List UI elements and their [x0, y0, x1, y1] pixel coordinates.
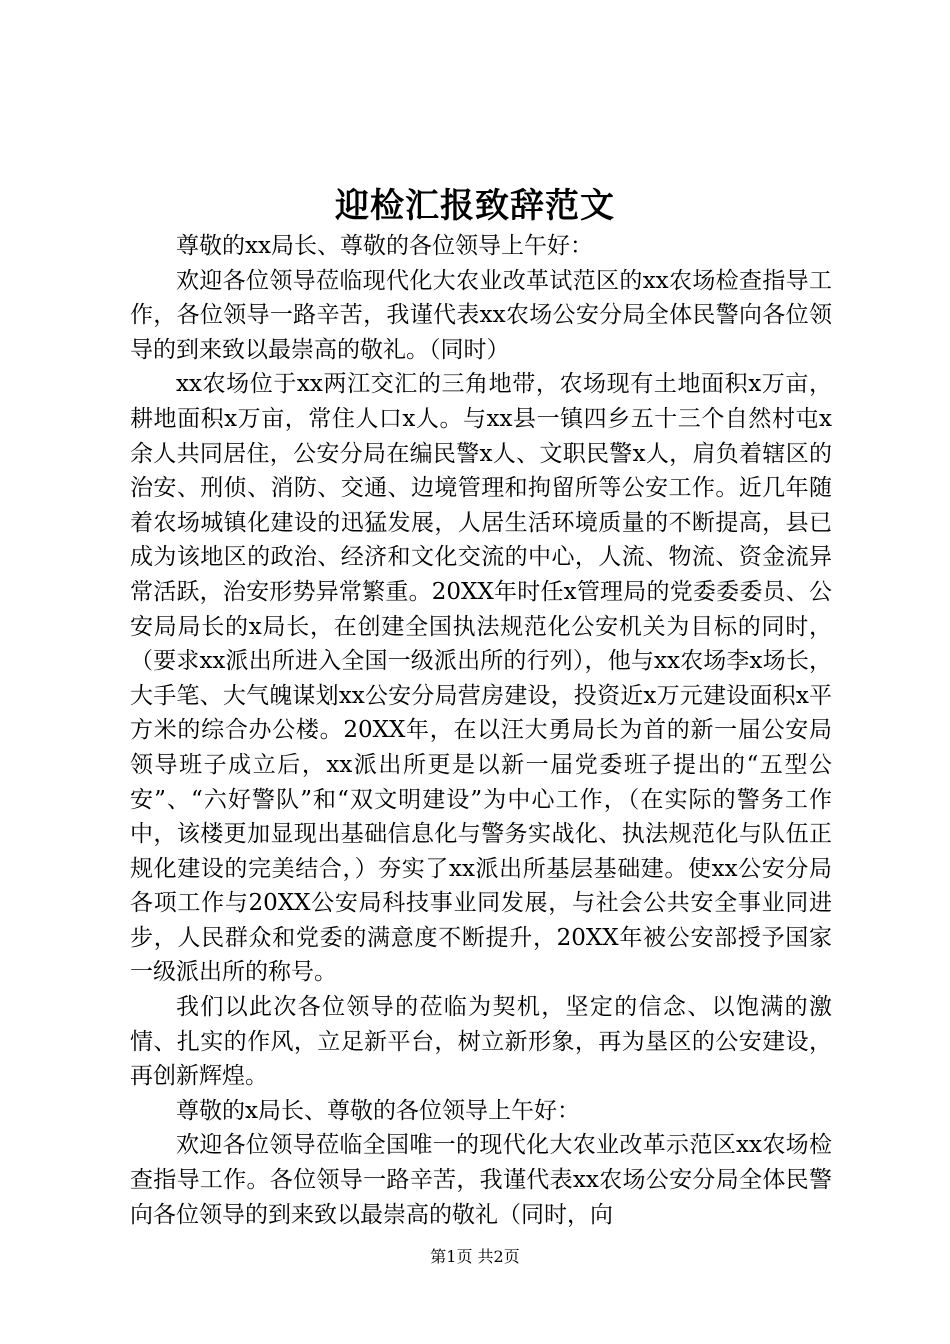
salutation-paragraph: 尊敬的xx局长、尊敬的各位领导上午好： [176, 233, 593, 259]
page-number-footer: 第1页 共2页 [430, 1247, 520, 1266]
farm-introduction-paragraph: xx农场位于xx两江交汇的三角地带，农场现有土地面积x万亩，耕地面积x万亩，常住人口x人。与xx县一镇四乡五十三个自然村屯x余人共同居住，公安分局在编民警x人、文职民警x人，肩负着辖区的治安、刑侦、消防、交通、边境管理和拘留所等公安工作。近几年随着农场城镇化建设的迅猛发展，人居生活环境质量的不断提高，县已成为该地区的政治、经济和文化交流的中心，人流、物流、资金流异常活跃，治安形势异常繁重。20XX年时任x管理局的党委委委员、公安局局长的x局长，在创建全国执法规范化公安机关为目标的同时，（要求xx派出所进入全国一级派出所的行列），他与xx农场李x场长，大手笔、大气魄谋划xx公安分局营房建设，投资近x万元建设面积x平方米的综合办公楼。20XX年，在以汪大勇局长为首的新一届公安局领导班子成立后，xx派出所更是以新一届党委班子提出的“五型公安”、“六好警队”和“双文明建设”为中心工作，（在实际的警务工作中，该楼更加显现出基础信息化与警务实战化、执法规范化与队伍正规化建设的完美结合，）夯实了xx派出所基层基础建。使xx公安分局各项工作与20XX公安局科技事业同发展，与社会公共安全事业同进步，人民群众和党委的满意度不断提升，20XX年被公安部授予国家一级派出所的称号。 [130, 371, 832, 986]
document-body [130, 229, 832, 1232]
document-title: 迎检汇报致辞范文 [335, 186, 615, 226]
welcome-paragraph: 欢迎各位领导莅临现代化大农业改革试范区的xx农场检查指导工作，各位领导一路辛苦，我谨代表xx农场公安分局全体民警向各位领导的到来致以最崇高的敬礼。（同时） [130, 267, 832, 363]
second-welcome-paragraph: 欢迎各位领导莅临全国唯一的现代化大农业改革示范区xx农场检查指导工作。各位领导一路辛苦，我谨代表xx农场公安分局全体民警向各位领导的到来致以最崇高的敬礼（同时，向 [130, 1132, 832, 1228]
second-salutation-paragraph: 尊敬的x局长、尊敬的各位领导上午好： [176, 1097, 580, 1124]
closing-paragraph: 我们以此次各位领导的莅临为契机，坚定的信念、以饱满的激情、扎实的作风，立足新平台，树立新形象，再为垦区的公安建设，再创新辉煌。 [130, 994, 832, 1090]
